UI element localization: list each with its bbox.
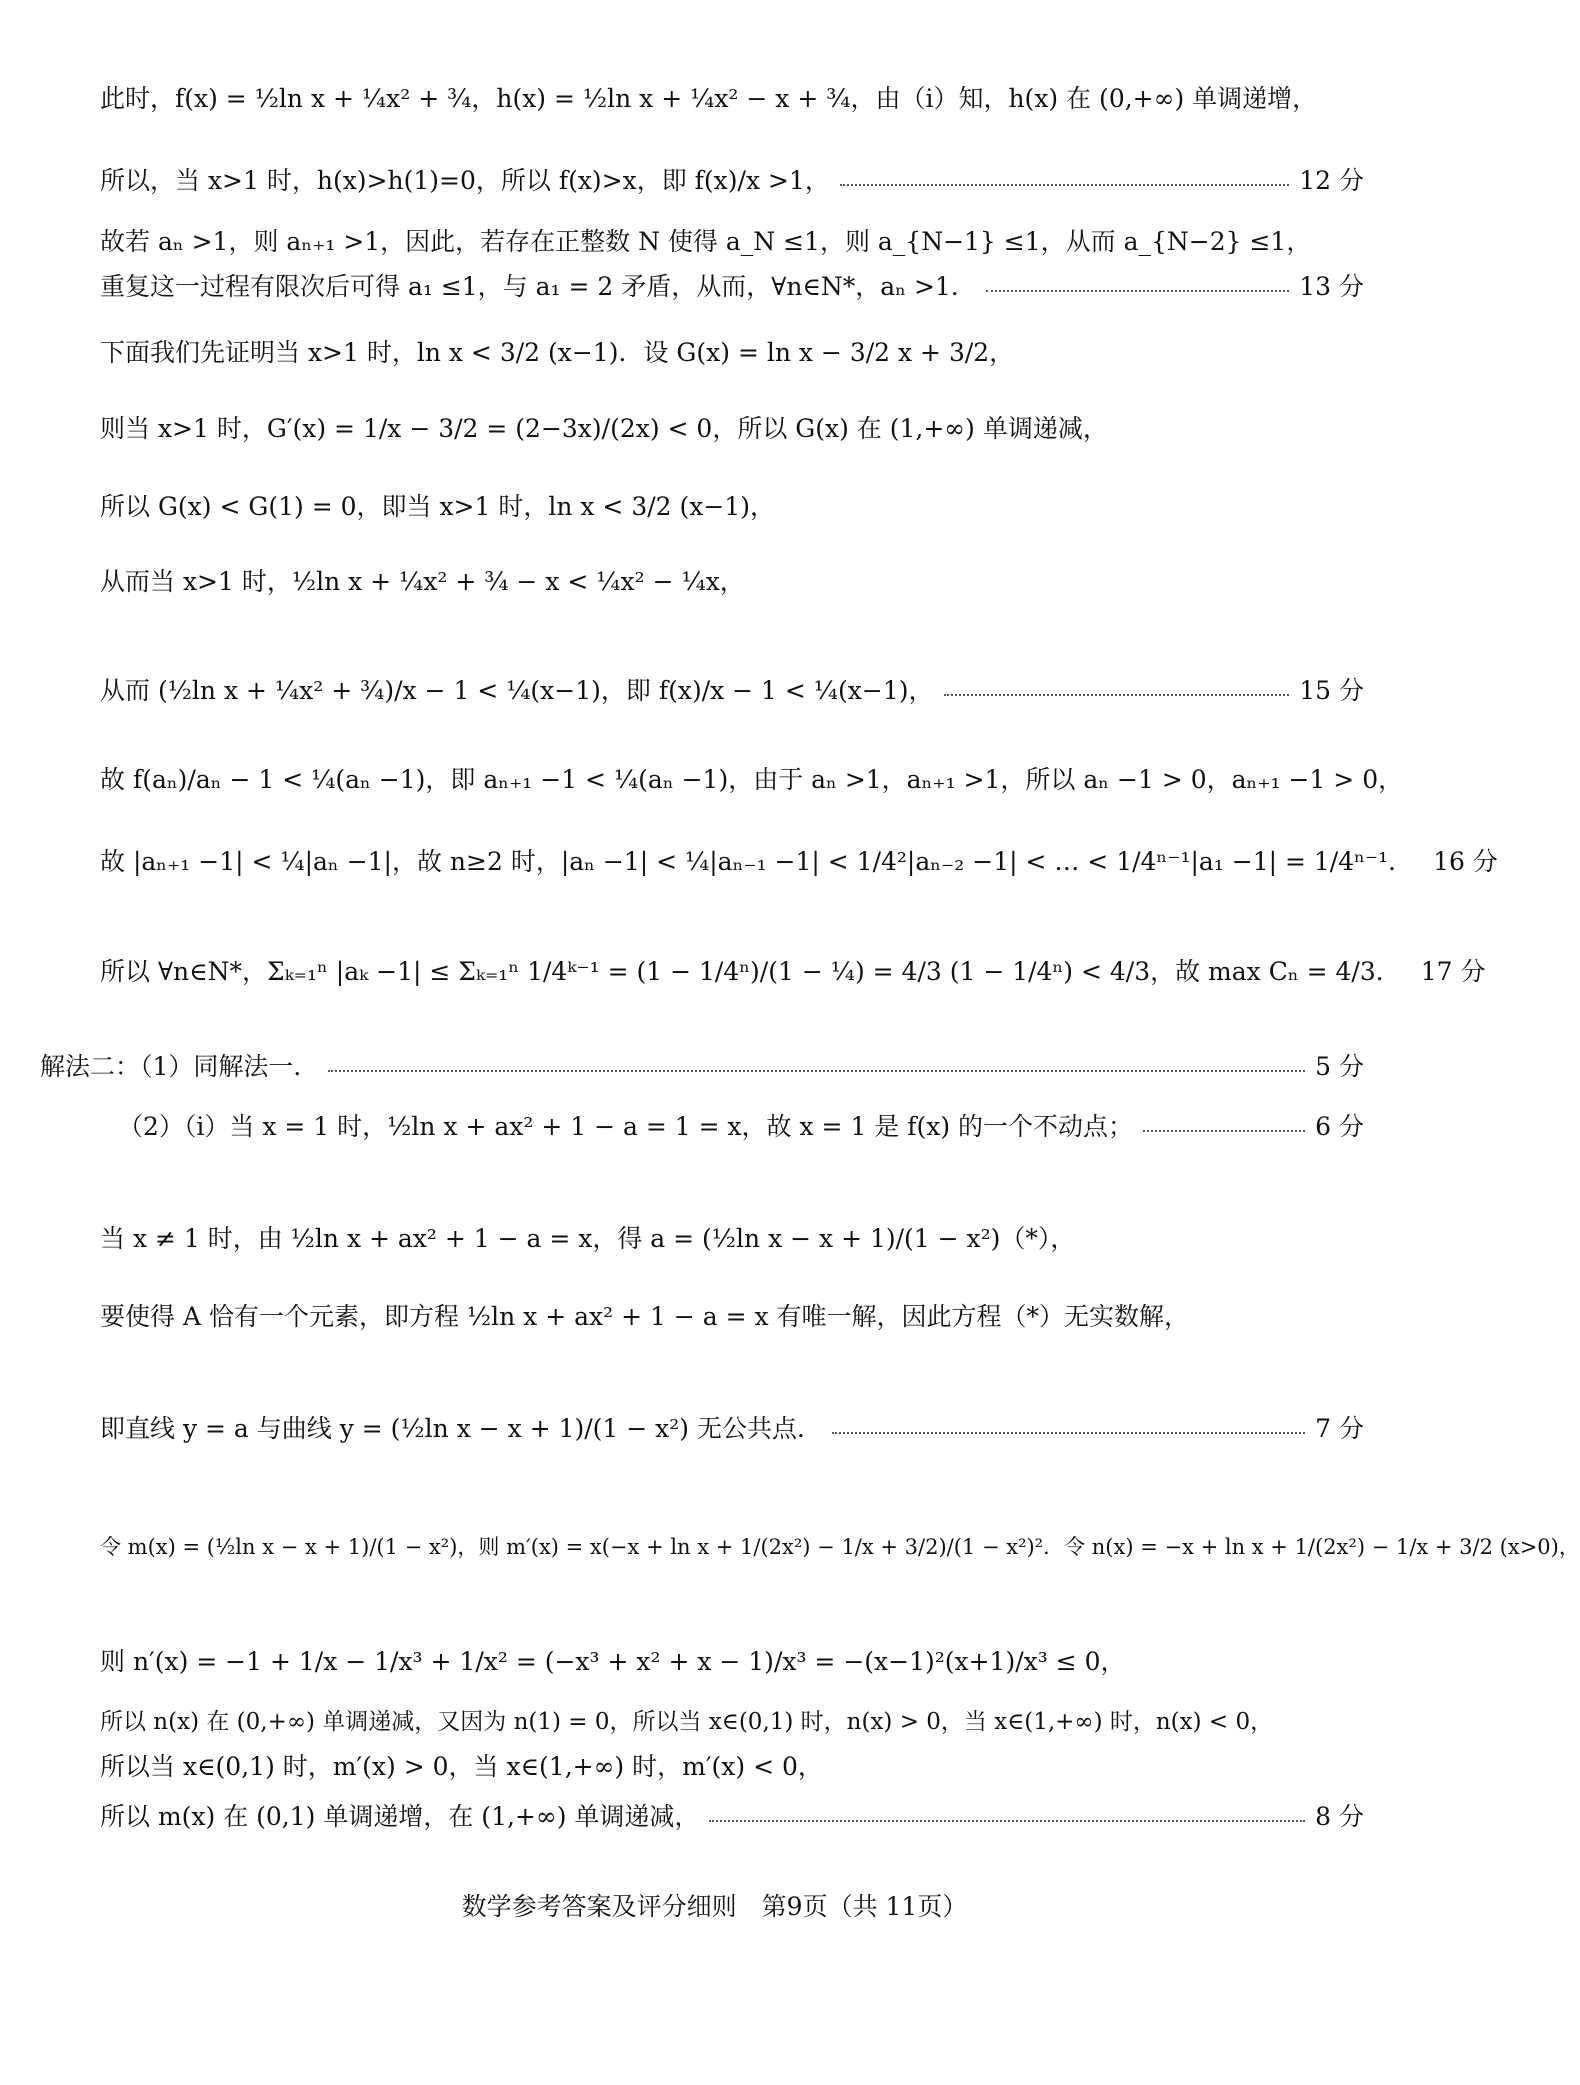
text-line: 所以 n(x) 在 (0,+∞) 单调递减，又因为 n(1) = 0，所以当 x∈(0,1) 时，n(x) > 0，当 x∈(1,+∞) 时，n(x) < 0， xyxy=(100,1709,1274,1735)
text-line: 故 f(aₙ)/aₙ − 1 < ¼(aₙ −1)，即 aₙ₊₁ −1 < ¼(aₙ −1)，由于 aₙ >1，aₙ₊₁ >1，所以 aₙ −1 > 0，aₙ₊₁ −1 > 0， xyxy=(100,765,1404,794)
text-line: 令 m(x) = (½ln x − x + 1)/(1 − x²)，则 m′(x) = x(−x + ln x + 1/(2x²) − 1/x + 3/2)/(1 − x²)²．令 n(x) = −x + ln x + 1/(2x²) − 1/x + 3/2 (x>0)， xyxy=(100,1535,1580,1559)
score-label: 7 分 xyxy=(1315,1414,1364,1443)
score-label: 17 分 xyxy=(1420,957,1486,986)
text-line: 故 |aₙ₊₁ −1| < ¼|aₙ −1|，故 n≥2 时，|aₙ −1| < ¼|aₙ₋₁ −1| < 1/4²|aₙ₋₂ −1| < … < 1/4ⁿ⁻¹|a₁ −1| = 1/4ⁿ⁻¹． 16 分 xyxy=(100,845,1364,879)
text-line: 则 n′(x) = −1 + 1/x − 1/x³ + 1/x² = (−x³ + x² + x − 1)/x³ = −(x−1)²(x+1)/x³ ≤ 0， xyxy=(100,1647,1126,1676)
text-line: 即直线 y = a 与曲线 y = (½ln x − x + 1)/(1 − x²) 无公共点． 7 分 xyxy=(100,1412,1364,1446)
text-line: 当 x ≠ 1 时，由 ½ln x + ax² + 1 − a = x，得 a = (½ln x − x + 1)/(1 − x²)（*）， xyxy=(100,1224,1076,1253)
text-line: 则当 x>1 时，G′(x) = 1/x − 3/2 = (2−3x)/(2x) < 0，所以 G(x) 在 (1,+∞) 单调递减， xyxy=(100,414,1108,443)
score-label: 8 分 xyxy=(1315,1802,1364,1831)
text-line: （2）（i）当 x = 1 时，½ln x + ax² + 1 − a = 1 = x，故 x = 1 是 f(x) 的一个不动点； 6 分 xyxy=(118,1110,1364,1144)
score-label: 13 分 xyxy=(1299,272,1364,301)
score-label: 5 分 xyxy=(1315,1052,1364,1081)
score-label: 16 分 xyxy=(1433,847,1498,876)
score-label: 6 分 xyxy=(1315,1112,1364,1141)
text-line: 重复这一过程有限次后可得 a₁ ≤1，与 a₁ = 2 矛盾，从而，∀n∈N*，aₙ >1． 13 分 xyxy=(100,270,1364,304)
text-line: 故若 aₙ >1，则 aₙ₊₁ >1，因此，若存在正整数 N 使得 a_N ≤1，则 a_{N−1} ≤1，从而 a_{N−2} ≤1， xyxy=(100,227,1312,256)
text-line: 此时，f(x) = ½ln x + ¼x² + ¾，h(x) = ½ln x + ¼x² − x + ¾，由（i）知，h(x) 在 (0,+∞) 单调递增， xyxy=(100,84,1318,113)
page-footer: 数学参考答案及评分细则 第9页（共 11页） xyxy=(461,1892,968,1921)
text-line: 所以，当 x>1 时，h(x)>h(1)=0，所以 f(x)>x，即 f(x)/x >1， 12 分 xyxy=(100,164,1364,198)
text-line: 解法二：（1）同解法一． 5 分 xyxy=(40,1050,1364,1084)
score-label: 15 分 xyxy=(1299,676,1364,705)
text-line: 所以 G(x) < G(1) = 0，即当 x>1 时，ln x < 3/2 (x−1)， xyxy=(100,492,775,521)
text-line: 从而 (½ln x + ¼x² + ¾)/x − 1 < ¼(x−1)，即 f(x)/x − 1 < ¼(x−1)， 15 分 xyxy=(100,674,1364,708)
text-line: 要使得 A 恰有一个元素，即方程 ½ln x + ax² + 1 − a = x 有唯一解，因此方程（*）无实数解， xyxy=(100,1302,1190,1331)
text-line: 所以 ∀n∈N*，Σₖ₌₁ⁿ |aₖ −1| ≤ Σₖ₌₁ⁿ 1/4ᵏ⁻¹ = (1 − 1/4ⁿ)/(1 − ¼) = 4/3 (1 − 1/4ⁿ) < 4/3，故 max Cₙ = 4/3． 17 分 xyxy=(100,955,1364,989)
score-label: 12 分 xyxy=(1299,166,1364,195)
text-line: 下面我们先证明当 x>1 时，ln x < 3/2 (x−1)．设 G(x) = ln x − 3/2 x + 3/2， xyxy=(100,338,1015,367)
text-line: 所以当 x∈(0,1) 时，m′(x) > 0，当 x∈(1,+∞) 时，m′(x) < 0， xyxy=(100,1752,823,1781)
text-line: 所以 m(x) 在 (0,1) 单调递增，在 (1,+∞) 单调递减， 8 分 xyxy=(100,1800,1364,1834)
text-line: 从而当 x>1 时，½ln x + ¼x² + ¾ − x < ¼x² − ¼x， xyxy=(100,567,745,596)
